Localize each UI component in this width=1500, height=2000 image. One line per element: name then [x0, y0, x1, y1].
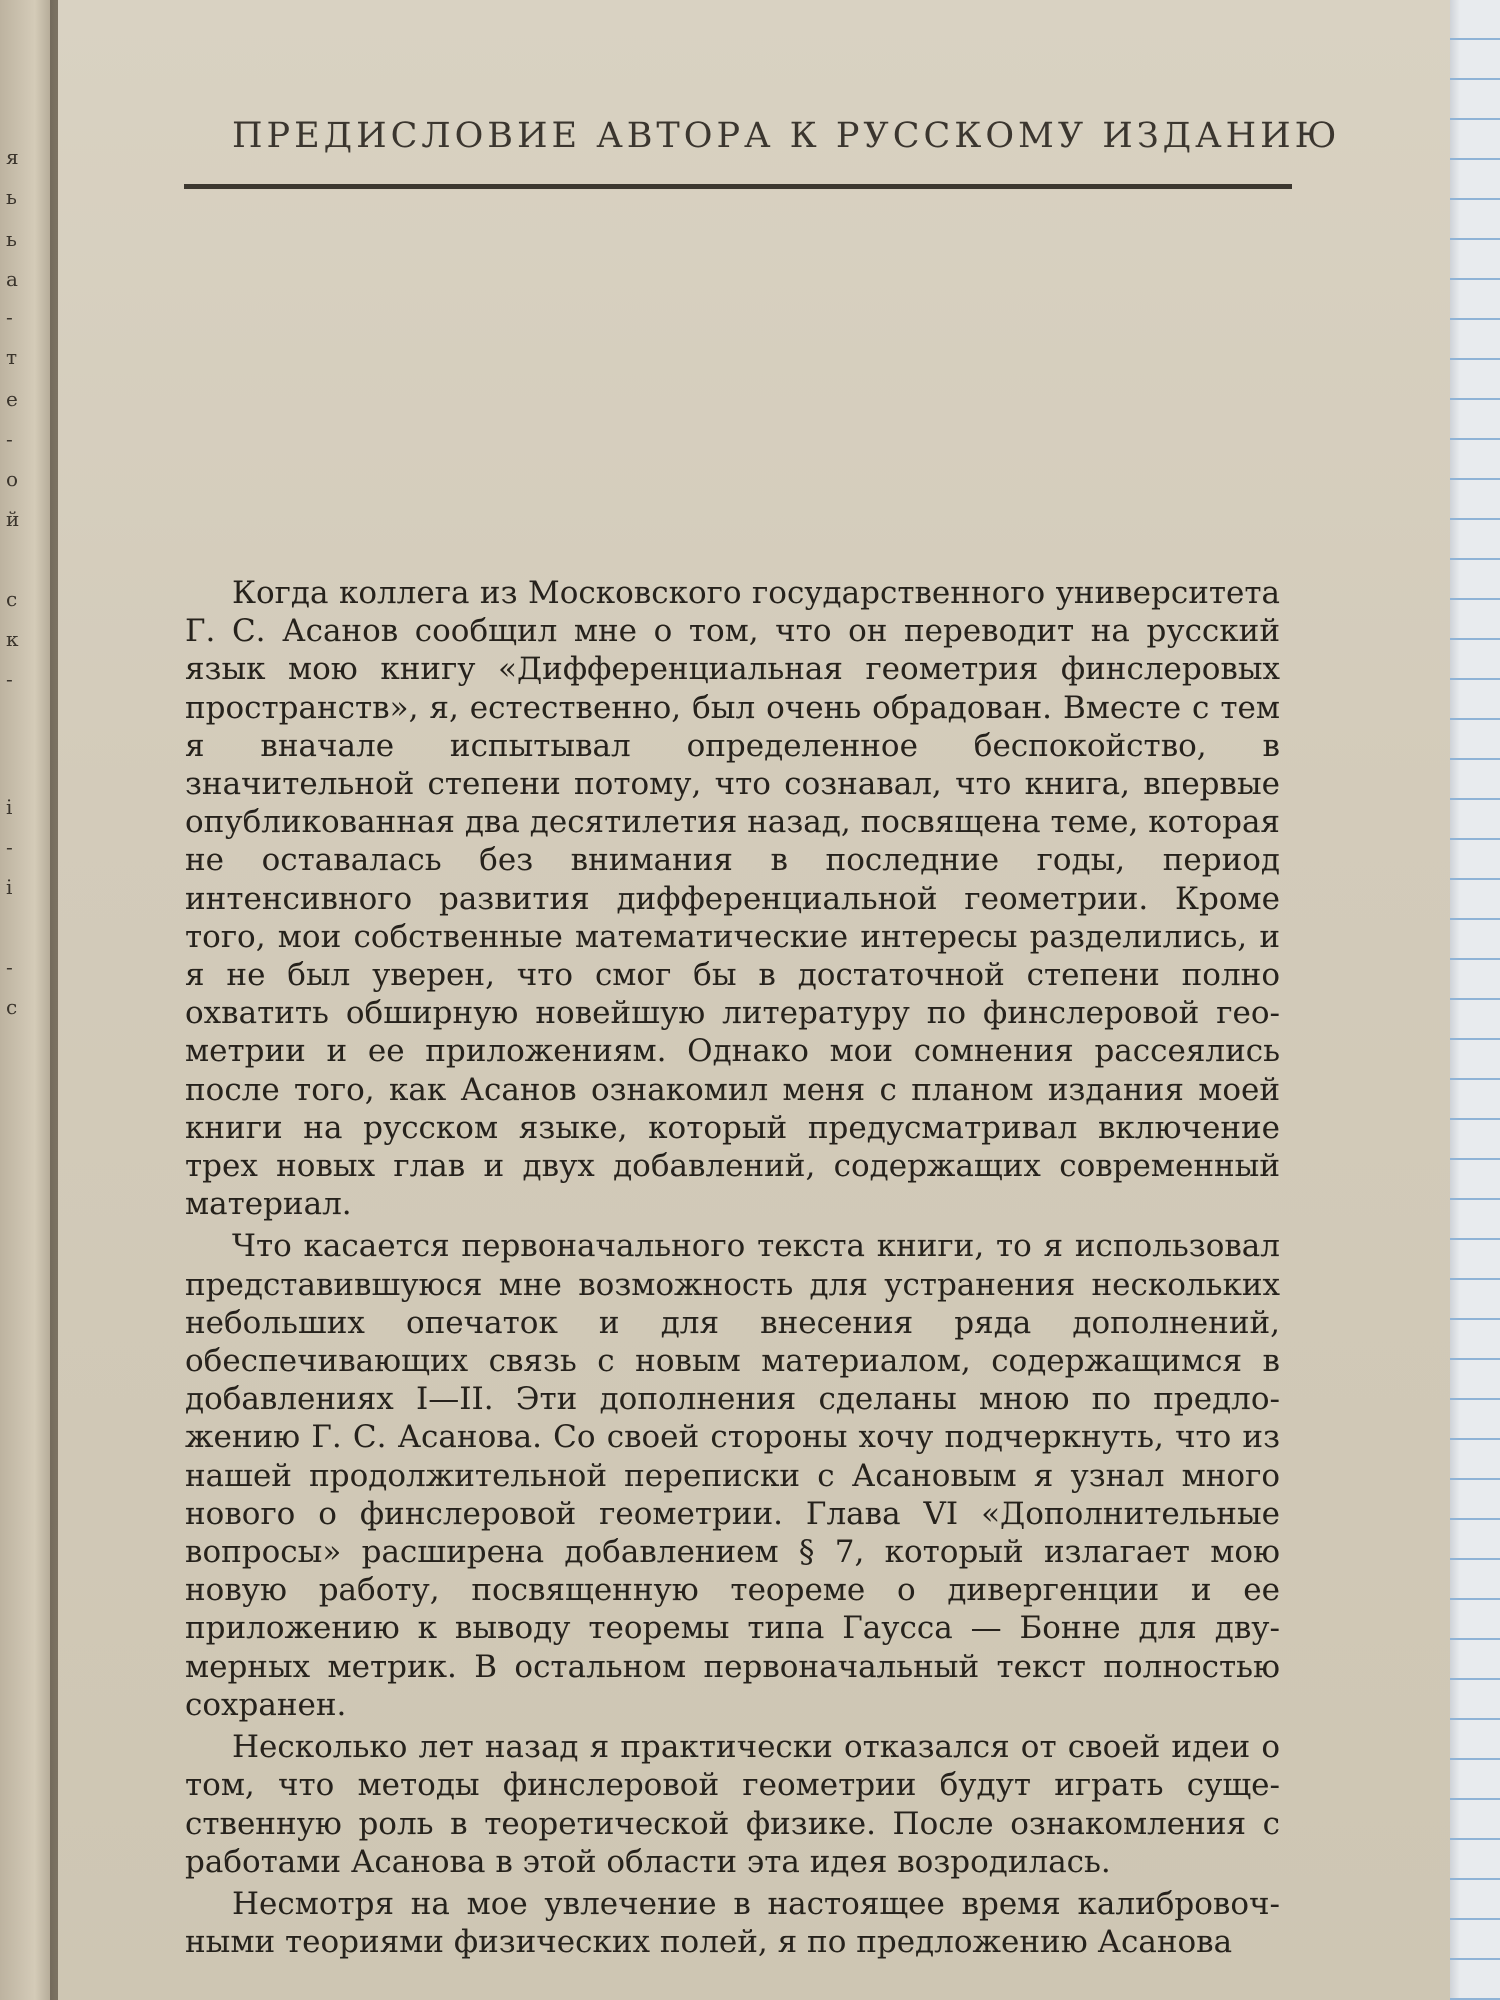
- margin-glyph: с: [6, 995, 18, 1019]
- margin-glyph: -: [6, 667, 13, 691]
- margin-glyph: і: [6, 875, 13, 899]
- margin-glyph: к: [6, 627, 19, 651]
- margin-glyph: а: [6, 267, 18, 291]
- margin-glyph: о: [6, 467, 19, 491]
- paragraph: Что касается первоначального текста книги, то я использовал представившуюся мне возможность для устранения нескольких небольших опечаток и для внесения ряда дополнений, обеспечивающих связь с новым материалом, содержащимся в добавлениях I—II. Эти дополнения сделаны мною по предложению Г. С. Асанова. Со своей стороны хочу подчеркнуть, что из нашей продолжительной переписки с Асановым я узнал много нового о финслеровой геометрии. Глава VI «Дополнительные вопросы» расширена добавлением § 7, который излагает мою новую работу, посвященную теореме о дивергенции и ее приложению к выводу теоремы типа Гаусса — Бонне для двумерных метрик. В остальном первоначальный текст полностью сохранен.: [185, 1228, 1280, 1723]
- margin-glyph: с: [6, 587, 18, 611]
- margin-glyph: -: [6, 427, 13, 451]
- margin-glyph: я: [6, 145, 19, 169]
- body-text: [185, 574, 1280, 1961]
- paragraph: Несмотря на мое увлечение в настоящее время калибровочными теориями физических полей, я по предложению Асанова: [185, 1885, 1280, 1961]
- margin-glyph: -: [6, 955, 13, 979]
- margin-glyph: -: [6, 835, 13, 859]
- margin-glyph: ь: [6, 227, 17, 251]
- margin-glyph: і: [6, 795, 13, 819]
- margin-glyph: -: [6, 305, 13, 329]
- paragraph: Несколько лет назад я практически отказался от своей идеи о том, что методы финслеровой геометрии будут играть существенную роль в теоретической физике. После ознакомления с работами Асанова в этой области эта идея возродилась.: [185, 1729, 1280, 1880]
- margin-glyph: й: [6, 507, 20, 531]
- margin-glyph: т: [6, 345, 18, 369]
- margin-glyph: е: [6, 387, 18, 411]
- page-title: ПРЕДИСЛОВИЕ АВТОРА К РУССКОМУ ИЗДАНИЮ: [232, 116, 1341, 156]
- margin-glyph: ь: [6, 185, 17, 209]
- paragraph: Когда коллега из Московского государственного университета Г. С. Асанов сообщил мне о том, что он переводит на русский язык мою книгу «Дифференциальная геометрия финслеровых пространств», я, естественно, был очень обрадован. Вместе с тем я вначале испытывал определенное беспокойство, в значительной степени потому, что сознавал, что книга, впервые опубликованная два десятилетия назад, посвящена теме, которая не оставалась без внимания в последние годы, период интенсивного развития дифференциальной геометрии. Кроме того, мои собственные математические интересы разделились, и я не был уверен, что смог бы в достаточной степени полно охватить обширную новейшую литературу по финслеровой геометрии и ее приложениям. Однако мои сомнения рассеялись после того, как Асанов ознакомил меня с планом издания моей книги на русском языке, который предусматривал включение трех новых глав и двух добавлений, содержащих современный материал.: [185, 575, 1280, 1223]
- notebook-page-edge: [1450, 0, 1500, 2000]
- header-rule: [184, 184, 1292, 189]
